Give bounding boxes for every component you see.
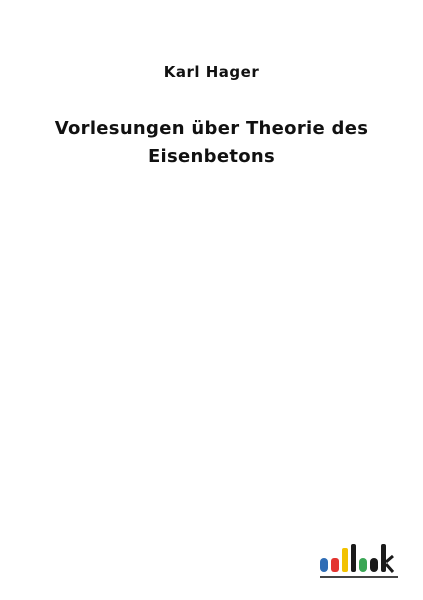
- logo-letter-o-3: [370, 558, 378, 572]
- logo-letter-k: [381, 544, 386, 572]
- logo-letter-l: [351, 544, 356, 572]
- book-title-line-2: Eisenbetons: [147, 146, 276, 167]
- publisher-logo: [318, 534, 402, 582]
- book-title-line-1: Vorlesungen über Theorie des: [54, 118, 369, 139]
- book-title: [20, 115, 403, 171]
- author-name: Karl Hager: [163, 63, 260, 81]
- logo-letter-o-1: [320, 558, 328, 572]
- logo-letter-t: [342, 548, 348, 572]
- logo-letter-o-2: [359, 558, 367, 572]
- outlook-logo-icon: [318, 534, 402, 582]
- logo-letter-u: [331, 558, 339, 572]
